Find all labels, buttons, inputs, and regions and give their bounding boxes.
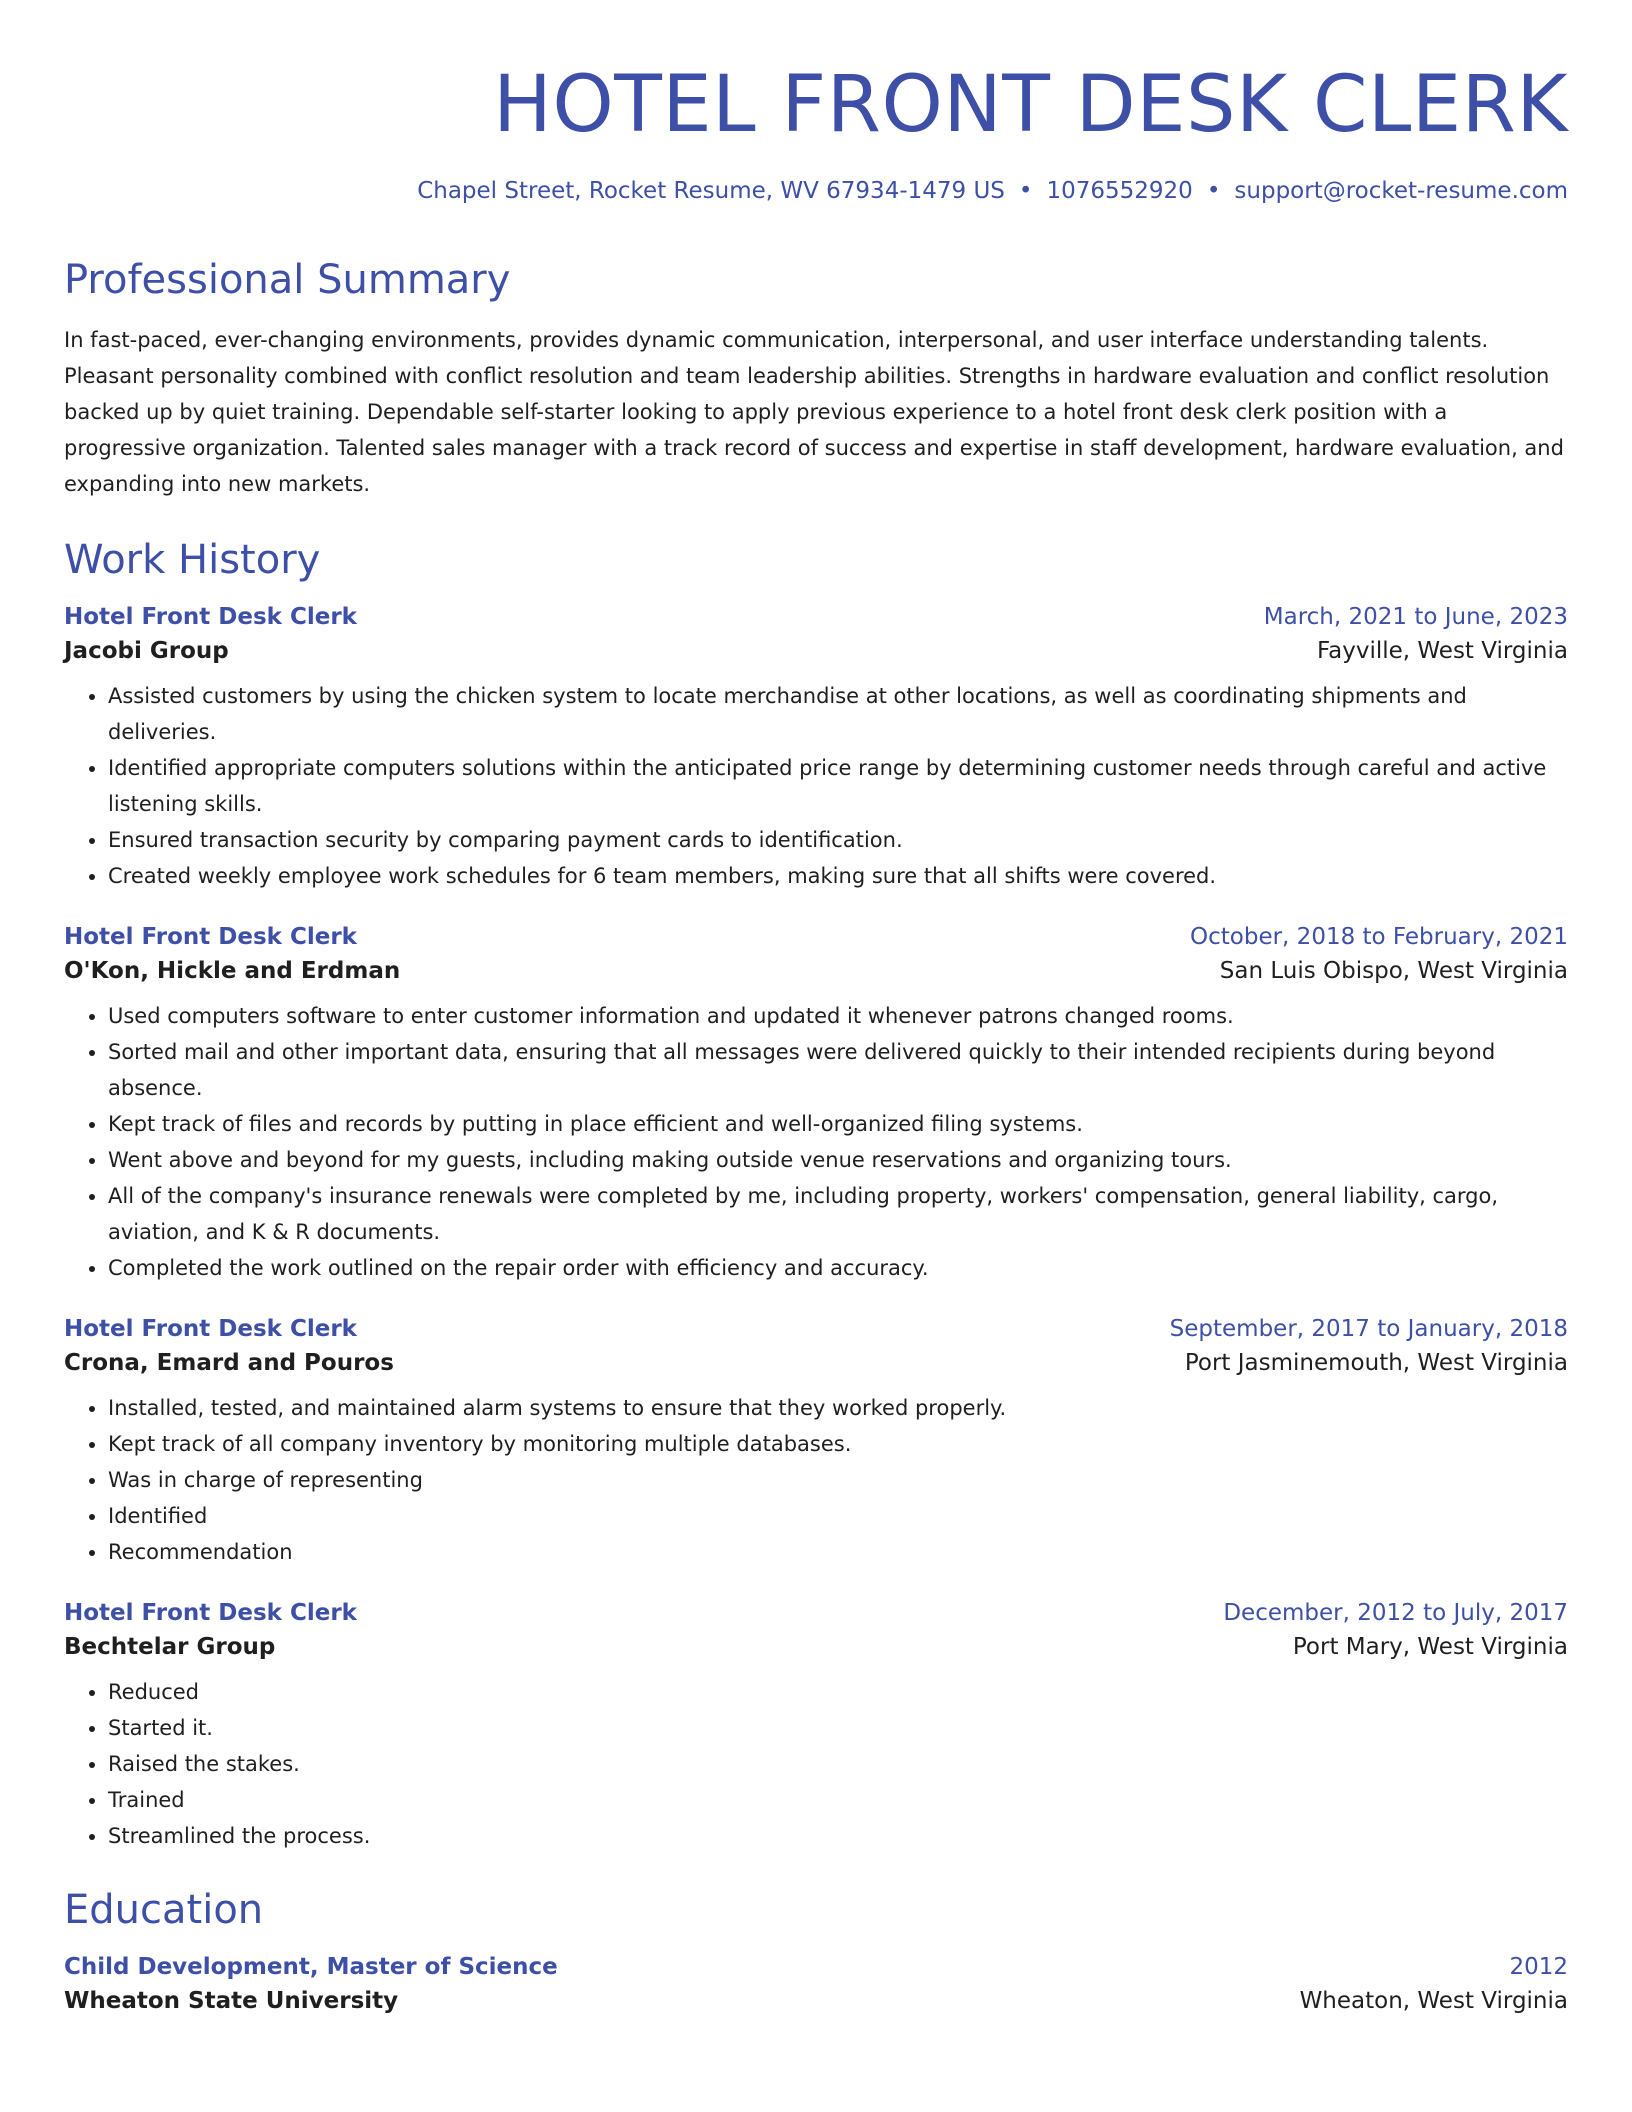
education-school: Wheaton State University: [64, 1988, 399, 2014]
resume-title: HOTEL FRONT DESK CLERK: [493, 60, 1568, 150]
job-bullet: • Ensured transaction security by comparing payment cards to identification.: [108, 822, 1568, 858]
job-bullets: [64, 678, 1568, 894]
job-company: Bechtelar Group: [64, 1634, 276, 1660]
job-bullet: • Reduced: [108, 1674, 1568, 1710]
job-entry: [64, 924, 1568, 1286]
job-entry: [64, 1316, 1568, 1570]
job-entry: [64, 1600, 1568, 1854]
job-bullet: • Used computers software to enter customer information and updated it whenever patrons changed rooms.: [108, 998, 1568, 1034]
job-bullet: • Created weekly employee work schedules for 6 team members, making sure that all shifts were covered.: [108, 858, 1568, 894]
job-bullet: • Went above and beyond for my guests, including making outside venue reservations and organizing tours.: [108, 1142, 1568, 1178]
contact-phone: 1076552920: [1046, 178, 1193, 204]
summary-heading: Professional Summary: [64, 257, 511, 303]
education-heading: Education: [64, 1887, 264, 1933]
contact-email: support@rocket-resume.com: [1234, 178, 1568, 204]
job-bullet: • Identified appropriate computers solutions within the anticipated price range by determining customer needs through careful and active listening skills.: [108, 750, 1568, 822]
job-bullet: • Sorted mail and other important data, ensuring that all messages were delivered quickly to their intended recipients during beyond absence.: [108, 1034, 1568, 1106]
job-company: Jacobi Group: [64, 638, 229, 664]
job-location: Port Mary, West Virginia: [1292, 1634, 1568, 1660]
contact-separator: •: [1206, 178, 1221, 204]
job-bullet: • Was in charge of representing: [108, 1462, 1568, 1498]
job-dates: October, 2018 to February, 2021: [1190, 924, 1568, 950]
job-dates: December, 2012 to July, 2017: [1223, 1600, 1568, 1626]
job-location: San Luis Obispo, West Virginia: [1219, 958, 1568, 984]
education-year: 2012: [1509, 1954, 1568, 1980]
job-bullet: • Raised the stakes.: [108, 1746, 1568, 1782]
job-company: O'Kon, Hickle and Erdman: [64, 958, 401, 984]
job-bullets: [64, 1674, 1568, 1854]
summary-text: In fast-paced, ever-changing environments, provides dynamic communication, interpersonal, and user interface understanding talents. Pleasant personality combined with conflict resolution and team leadership abilities. Strengths in hardware evaluation and conflict resolution backed up by quiet training. Dependable self-starter looking to apply previous experience to a hotel front desk clerk position with a progressive organization. Talented sales manager with a track record of success and expertise in staff development, hardware evaluation, and expanding into new markets.: [64, 328, 1564, 496]
job-title: Hotel Front Desk Clerk: [64, 1316, 357, 1342]
job-location: Fayville, West Virginia: [1317, 638, 1568, 664]
job-company: Crona, Emard and Pouros: [64, 1350, 394, 1376]
job-bullets: [64, 998, 1568, 1286]
education-location: Wheaton, West Virginia: [1299, 1988, 1568, 2014]
job-bullet: • All of the company's insurance renewals were completed by me, including property, workers' compensation, general liability, cargo, aviation, and K & R documents.: [108, 1178, 1568, 1250]
job-title: Hotel Front Desk Clerk: [64, 1600, 357, 1626]
work-history-heading: Work History: [64, 537, 321, 583]
education-degree: Child Development, Master of Science: [64, 1954, 558, 1980]
job-bullet: • Recommendation: [108, 1534, 1568, 1570]
contact-line: [64, 178, 1568, 204]
job-bullet: • Started it.: [108, 1710, 1568, 1746]
job-location: Port Jasminemouth, West Virginia: [1184, 1350, 1568, 1376]
job-title: Hotel Front Desk Clerk: [64, 924, 357, 950]
job-bullet: • Streamlined the process.: [108, 1818, 1568, 1854]
education-entry: [64, 1954, 1568, 2014]
job-bullet: • Kept track of all company inventory by monitoring multiple databases.: [108, 1426, 1568, 1462]
job-bullet: • Installed, tested, and maintained alarm systems to ensure that they worked properly.: [108, 1390, 1568, 1426]
job-entry: [64, 604, 1568, 894]
contact-separator: •: [1018, 178, 1033, 204]
job-bullet: • Completed the work outlined on the repair order with efficiency and accuracy.: [108, 1250, 1568, 1286]
job-dates: September, 2017 to January, 2018: [1169, 1316, 1568, 1342]
job-bullet: • Assisted customers by using the chicken system to locate merchandise at other locations, as well as coordinating shipments and deliveries.: [108, 678, 1568, 750]
job-bullet: • Identified: [108, 1498, 1568, 1534]
job-bullet: • Kept track of files and records by putting in place efficient and well-organized filing systems.: [108, 1106, 1568, 1142]
contact-address: Chapel Street, Rocket Resume, WV 67934-1479 US: [417, 178, 1005, 204]
job-title: Hotel Front Desk Clerk: [64, 604, 357, 630]
job-bullet: • Trained: [108, 1782, 1568, 1818]
job-bullets: [64, 1390, 1568, 1570]
job-dates: March, 2021 to June, 2023: [1263, 604, 1568, 630]
